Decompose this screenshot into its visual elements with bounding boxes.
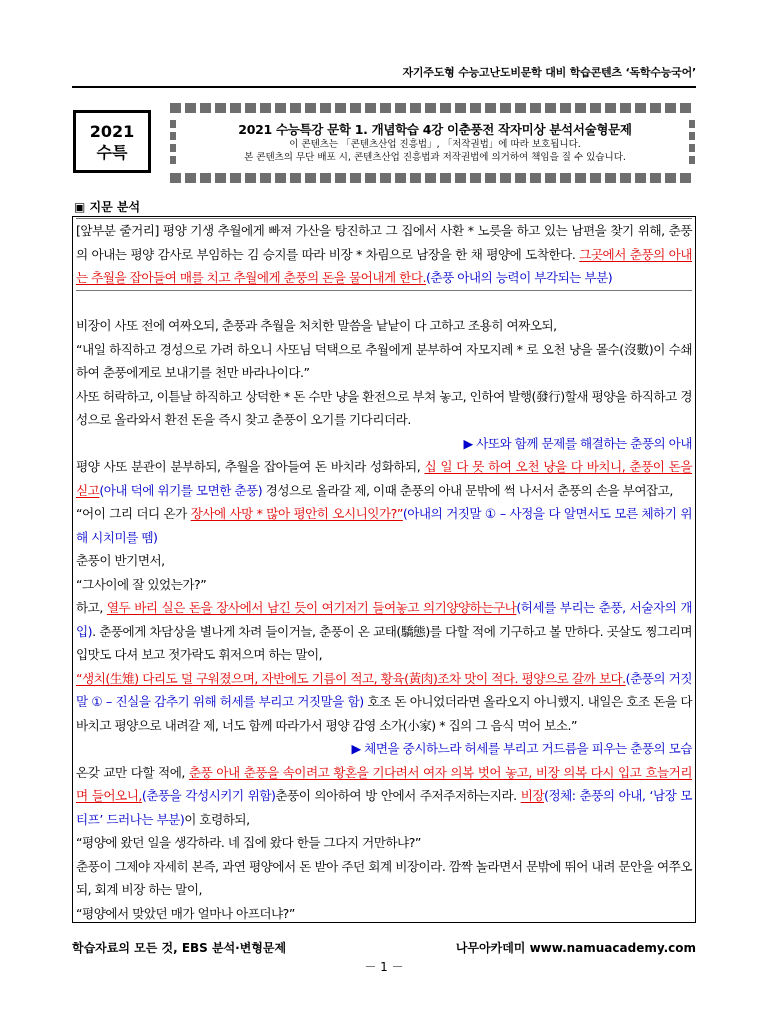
year-label: 2021 — [89, 121, 135, 141]
passage-paragraph — [76, 737, 692, 761]
passage-text: [앞부분 줄거리] 평양 기생 추월에게 빠져 가산을 탕진하고 그 집에서 사환 * 노릇을 하고 있는 남편을 찾기 위해, 춘풍의 아내는 평양 감사로 부임하는 김 승지를 따라 비장 * 차림으로 남장을 한 채 평양에 도착한다. — [76, 223, 692, 262]
passage-paragraph — [76, 855, 692, 902]
passage-paragraph — [76, 385, 692, 432]
page-number: － 1 － — [364, 960, 404, 974]
passage-paragraph — [76, 667, 692, 738]
underlined-key-phrase: 십 일 다 못 하여 오천 냥을 다 바치니, 춘풍이 돈을 싣고 — [76, 459, 693, 498]
section-title: ▣ 지문 분석 — [74, 200, 141, 214]
analysis-annotation: ▶ 체면을 중시하느라 허세를 부리고 거드름을 피우는 춘풍의 모습 — [351, 741, 692, 756]
underlined-key-phrase: 열두 바리 실은 돈을 장사에서 남긴 듯이 여기저기 들여놓고 의기양양하는구나 — [106, 600, 517, 615]
passage-text: 경성으로 올라갈 제, 이때 춘풍의 아내 문밖에 썩 나서서 춘풍의 손을 부여잡고, — [262, 482, 673, 498]
underlined-key-phrase: 춘풍 아내 춘풍을 속이려고 황혼을 기다려서 여자 의복 벗어 놓고, 비장 의복 다시 입고 흐늘거리며 들어오니, — [76, 764, 693, 803]
passage-text: 춘풍이 의아하여 방 안에서 주저주저하는지라. — [275, 788, 521, 803]
passage-paragraph — [76, 338, 692, 385]
underlined-key-phrase: 비장 — [520, 788, 545, 803]
copyright-line-1: 이 콘텐츠는 「콘텐츠산업 진흥법」, 「저작권법」에 따라 보호됩니다. — [289, 139, 581, 150]
underlined-key-phrase: 장사에 사망 * 많아 평안히 오시니잇가?” — [190, 506, 403, 521]
underlined-key-phrase: “생치(生雉) 다리도 덜 구워졌으며, 자반에도 기름이 적고, 황육(黃肉)조차 맛이 적다. 평양으로 갈까 보다. — [76, 670, 626, 686]
footer-right: 나무아카데미 www.namuacademy.com — [455, 941, 696, 955]
analysis-annotation: (춘풍 아내의 능력이 부각되는 부분) — [426, 270, 613, 285]
passage-text: “어이 그리 더디 온가 — [76, 506, 191, 521]
passage-paragraph — [76, 455, 692, 502]
passage-text: 호조 돈 아니었더라면 올라오지 아니했지. 내일은 호조 돈을 다 바치고 평양으로 내려갈 제, 너도 함께 따라가서 평양 감영 소가(小家) * 집의 그 음식 먹어 보소.” — [76, 694, 693, 733]
passage-analysis-box — [72, 216, 696, 923]
passage-paragraph — [76, 314, 692, 338]
passage-paragraph — [76, 291, 692, 315]
passage-paragraph — [76, 831, 692, 855]
passage-paragraph — [76, 902, 692, 924]
passage-text: 비장이 사또 전에 여짜오되, 춘풍과 추월을 처치한 말씀을 낱낱이 다 고하고 조용히 여짜오되, — [76, 318, 557, 333]
passage-text: 이 호령하되, — [184, 811, 250, 827]
decorative-dash-border-left — [170, 120, 176, 168]
analysis-annotation: (허세를 부리는 춘풍, 서술자의 개입) — [76, 600, 692, 639]
passage-paragraph — [76, 761, 692, 832]
copyright-notice — [185, 138, 685, 164]
footer-left: 학습자료의 모든 것, EBS 분석·변형문제 — [72, 941, 287, 955]
passage-text: 춘풍이 반기면서, — [76, 553, 165, 568]
passage-paragraph — [76, 549, 692, 573]
tagline: 자기주도형 수능고난도비문학 대비 학습콘텐츠 ‘독학수능국어’ — [402, 66, 696, 79]
analysis-annotation: (춘풍의 거짓말 ① – 진실을 감추기 위해 허세를 부리고 거짓말을 함) — [76, 670, 692, 709]
passage-text: “내일 하직하고 경성으로 가려 하오니 사또님 덕택으로 추월에게 분부하여 자모지례 * 로 오천 냥을 몰수(沒數)이 수쇄하여 춘풍에게로 보내기를 천만 바라나이다.” — [76, 341, 692, 380]
passage-text: “평양에서 맞았던 매가 얼마나 아프더냐?” — [76, 905, 295, 921]
passage-text: 평양 사또 분관이 분부하되, 추월을 잡아들여 돈 바치라 성화하되, — [76, 459, 425, 474]
document-title: 2021 수능특강 문학 1. 개념학습 4강 이춘풍전 작자미상 분석서술형문제 — [238, 122, 632, 137]
passage-text: “평양에 왔던 일을 생각하라. 네 집에 왔다 한들 그다지 거만하냐?” — [76, 835, 421, 850]
passage-text: “그사이에 잘 있었는가?” — [76, 576, 207, 592]
passage-text: 하고, — [76, 600, 107, 615]
analysis-annotation: (아내 덕에 위기를 모면한 춘풍) — [99, 482, 263, 498]
decorative-dash-border-right — [689, 120, 695, 168]
copyright-line-2: 본 콘텐츠의 무단 배포 시, 콘텐츠산업 진흥법과 저작권법에 의거하여 책임을 질 수 있습니다. — [244, 152, 626, 163]
passage-text: 온갖 교만 다할 적에, — [76, 764, 189, 780]
passage-text: . 춘풍에게 차담상을 별나게 차려 들이거늘, 춘풍이 온 교태(驕態)를 다할 적에 기구하고 볼 만하다. 곳살도 찡그리며 입맛도 다셔 보고 젓가락도 휘저으며 하는 말이, — [76, 623, 692, 662]
exam-label: 수특 — [96, 142, 128, 162]
passage-text: 춘풍이 그제야 자세히 본즉, 과연 평양에서 돈 받아 주던 회계 비장이라. 깜짝 놀라면서 문밖에 뛰어 내려 문안을 여쭈오되, 회계 비장 하는 말이, — [76, 858, 692, 897]
analysis-annotation: ▶ 사또와 함께 문제를 해결하는 춘풍의 아내 — [463, 435, 692, 451]
analysis-annotation: (정체: 춘풍의 아내, ‘남장 모티프’ 드러나는 부분) — [76, 788, 692, 827]
passage-paragraph — [76, 502, 692, 549]
analysis-annotation: (춘풍을 각성시키기 위함) — [141, 788, 276, 803]
analysis-annotation: (아내의 거짓말 ① – 사정을 다 알면서도 모른 체하기 위해 시치미를 뗌) — [76, 506, 692, 545]
passage-paragraph — [76, 596, 692, 667]
decorative-dash-border-top — [170, 103, 695, 113]
header-rule — [72, 86, 696, 88]
year-box — [73, 110, 151, 173]
passage-paragraph — [76, 573, 692, 597]
underlined-key-phrase: 그곳에서 춘풍의 아내는 추월을 잡아들여 매를 치고 추월에게 춘풍의 돈을 물어내게 한다. — [76, 246, 692, 285]
decorative-dash-border-bottom — [170, 173, 695, 183]
passage-paragraph — [76, 218, 692, 291]
passage-paragraph — [76, 432, 692, 456]
passage-text: 사또 허락하고, 이튿날 하직하고 상덕한 * 돈 수만 냥을 환전으로 부쳐 놓고, 인하여 발행(發行)할새 평양을 하직하고 경성으로 올라와서 환전 돈을 즉시 찾고 춘풍이 오기를 기다리더라. — [76, 388, 692, 427]
